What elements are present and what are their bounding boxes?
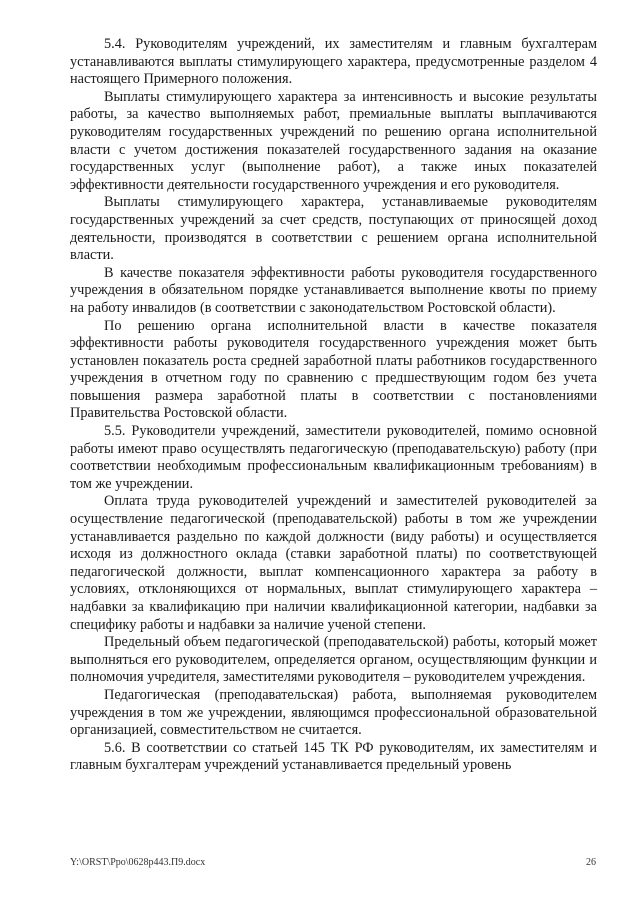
paragraph: По решению органа исполнительной власти в качестве показателя эффективности работы руководителя государственного учреждения может быть установлен показатель роста средней заработной платы работников государственного учреждения в отчетном году по сравнению с предшествующим годом без учета повышения размера заработной платы в соответствии с постановлениями Правительства Ростовской области. xyxy=(70,317,597,422)
paragraph: Предельный объем педагогической (преподавательской) работы, который может выполняться его руководителем, определяется органом, осуществляющим функции и полномочия учредителя, заместителями руководителя – руководителем учреждения. xyxy=(70,634,597,686)
footer-file-path: Y:\ORST\Ppo\0628p443.П9.docx xyxy=(70,857,206,868)
paragraph: 5.4. Руководителям учреждений, их заместителям и главным бухгалтерам устанавливаются выплаты стимулирующего характера, предусмотренные разделом 4 настоящего Примерного положения. xyxy=(70,36,597,88)
paragraph: Педагогическая (преподавательская) работа, выполняемая руководителем учреждения в том же учреждении, являющимся профессиональной образовательной организацией, совместительством не считается. xyxy=(70,686,597,739)
paragraph: 5.5. Руководители учреждений, заместители руководителей, помимо основной работы имеют право осуществлять педагогическую (преподавательскую) работу (при соответствии необходимым профессиональным квалификационным требованиям) в том же учреждении. xyxy=(70,423,597,492)
paragraph: Выплаты стимулирующего характера, устанавливаемые руководителям государственных учреждений за счет средств, поступающих от приносящей доход деятельности, производятся в соответствии с решением органа исполнительной власти. xyxy=(70,194,597,264)
paragraph: Выплаты стимулирующего характера за интенсивность и высокие результаты работы, за качество выполняемых работ, премиальные выплаты выплачиваются руководителям государственных учреждений по решению органа исполнительной власти с учетом достижения показателей государственного задания на оказание государственных услуг (выполнение работ), а также иных показателей эффективности деятельности государственного учреждения и его руководителя. xyxy=(70,88,597,193)
paragraph: В качестве показателя эффективности работы руководителя государственного учреждения в обязательном порядке устанавливается выполнение квоты по приему на работу инвалидов (в соответствии с законодательством Ростовской области). xyxy=(70,264,597,316)
page-number: 26 xyxy=(586,857,596,868)
body-text xyxy=(70,36,597,775)
paragraph: 5.6. В соответствии со статьей 145 ТК РФ руководителям, их заместителям и главным бухгалтерам учреждений устанавливается предельный уровень xyxy=(70,739,597,774)
paragraph: Оплата труда руководителей учреждений и заместителей руководителей за осуществление педагогической (преподавательской) работы в том же учреждении устанавливается раздельно по каждой должности (виду работы) и осуществляется исходя из должностного оклада (ставки заработной платы) по соответствующей педагогической должности, выплат компенсационного характера за работу в условиях, отклоняющихся от нормальных, выплат стимулирующего характера – надбавки за квалификацию при наличии квалификационной категории, надбавки за специфику работы и надбавки за наличие ученой степени. xyxy=(70,493,597,633)
